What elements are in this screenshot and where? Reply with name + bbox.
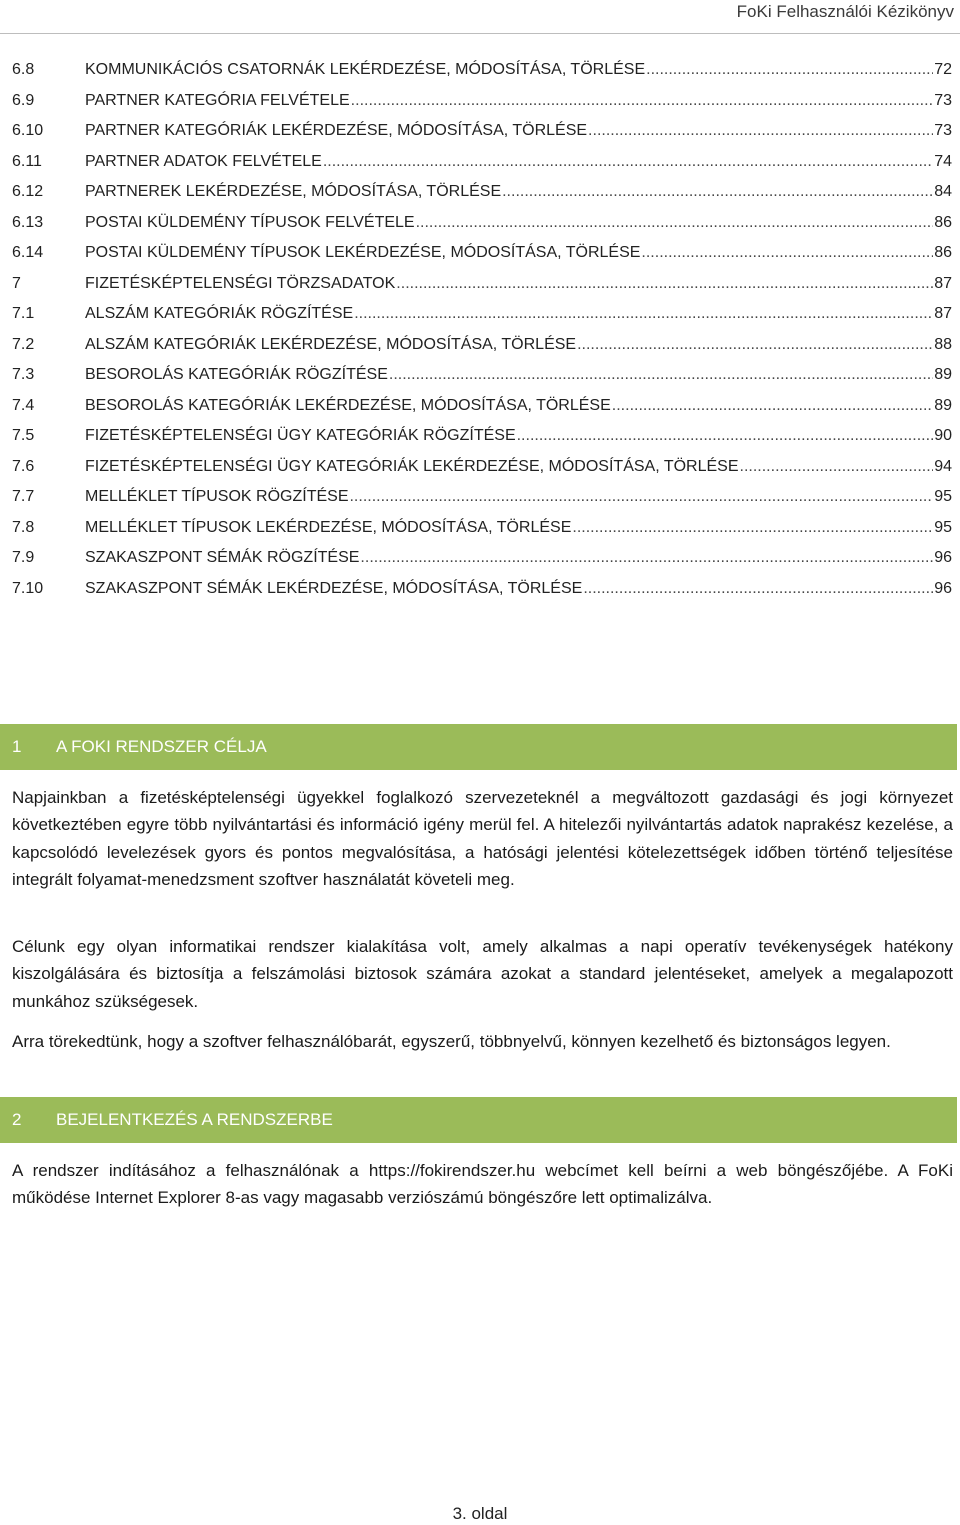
toc-entry-title: PARTNEREK LEKÉRDEZÉSE, MÓDOSÍTÁSA, TÖRLÉSE	[85, 183, 502, 200]
toc-entry-page: 73	[934, 91, 952, 109]
toc-entry[interactable]	[12, 183, 952, 214]
toc-entry[interactable]	[12, 549, 952, 580]
toc-entry-number: 7.3	[12, 366, 35, 383]
toc-entry-title: ALSZÁM KATEGÓRIÁK LEKÉRDEZÉSE, MÓDOSÍTÁSA, TÖRLÉSE	[85, 335, 577, 353]
toc-entry-page: 96	[934, 549, 952, 566]
toc-entry-title: FIZETÉSKÉPTELENSÉGI TÖRZSADATOK	[85, 274, 396, 292]
toc-leader-dots	[349, 488, 933, 506]
toc-entry-title: PARTNER KATEGÓRIÁK LEKÉRDEZÉSE, MÓDOSÍTÁSA, TÖRLÉSE	[85, 122, 588, 139]
body-paragraph: A rendszer indításához a felhasználónak a https://fokirendszer.hu webcímet kell beírni a web böngészőjébe. A FoKi működése Internet Explorer 8-as vagy magasabb verziószámú böngészőre lett optimalizálva.	[12, 1161, 953, 1208]
toc-leader-dots	[396, 275, 933, 293]
toc-entry-number: 6.14	[12, 244, 44, 261]
toc-entry-number: 7.8	[12, 518, 35, 536]
toc-entry-title: POSTAI KÜLDEMÉNY TÍPUSOK FELVÉTELE	[85, 213, 415, 231]
toc-entry-page: 87	[934, 274, 952, 292]
toc-leader-dots	[646, 61, 933, 79]
toc-entry-number: 7.9	[12, 549, 35, 566]
document-header-title: FoKi Felhasználói Kézikönyv	[736, 2, 954, 21]
toc-entry[interactable]	[12, 61, 952, 92]
section-number: 1	[12, 737, 22, 756]
toc-entry-title: POSTAI KÜLDEMÉNY TÍPUSOK LEKÉRDEZÉSE, MÓDOSÍTÁSA, TÖRLÉSE	[85, 244, 641, 261]
toc-entry-number: 7.4	[12, 396, 35, 414]
toc-leader-dots	[360, 549, 933, 567]
toc-leader-dots	[740, 458, 934, 476]
toc-entry[interactable]	[12, 305, 952, 336]
toc-entry-title: KOMMUNIKÁCIÓS CSATORNÁK LEKÉRDEZÉSE, MÓDOSÍTÁSA, TÖRLÉSE	[85, 61, 646, 78]
toc-entry-page: 74	[934, 152, 952, 170]
toc-leader-dots	[416, 214, 934, 232]
toc-leader-dots	[612, 397, 933, 415]
toc-entry-page: 87	[934, 305, 952, 322]
toc-entry[interactable]	[12, 488, 952, 519]
toc-entry[interactable]	[12, 519, 952, 550]
toc-entry-number: 6.9	[12, 91, 35, 109]
toc-entry-page: 89	[934, 366, 952, 383]
toc-entry-title: PARTNER KATEGÓRIA FELVÉTELE	[85, 91, 350, 109]
toc-leader-dots	[389, 366, 933, 384]
toc-leader-dots	[502, 183, 933, 201]
toc-entry-title: BESOROLÁS KATEGÓRIÁK LEKÉRDEZÉSE, MÓDOSÍTÁSA, TÖRLÉSE	[85, 396, 611, 414]
toc-leader-dots	[572, 519, 933, 537]
toc-entry-page: 72	[934, 61, 952, 78]
toc-entry-page: 94	[934, 457, 952, 475]
body-paragraph: Célunk egy olyan informatikai rendszer kialakítása volt, amely alkalmas a napi operatív tevékenységek hatékony kiszolgálására és biztosítja a felszámolási biztosok számára azokat a standard jelentéseket, amelyek a megalapozott munkához szükségesek.	[12, 937, 953, 1011]
toc-entry[interactable]	[12, 427, 952, 458]
toc-leader-dots	[588, 122, 933, 140]
toc-leader-dots	[354, 305, 933, 323]
toc-entry-title: FIZETÉSKÉPTELENSÉGI ÜGY KATEGÓRIÁK LEKÉRDEZÉSE, MÓDOSÍTÁSA, TÖRLÉSE	[85, 457, 739, 475]
toc-entry-title: SZAKASZPONT SÉMÁK RÖGZÍTÉSE	[85, 549, 360, 566]
toc-entry[interactable]	[12, 92, 952, 123]
toc-leader-dots	[517, 427, 934, 445]
toc-entry-page: 86	[934, 244, 952, 261]
section-heading-2	[0, 1097, 957, 1143]
toc-entry-page: 88	[934, 335, 952, 353]
toc-entry-number: 7.1	[12, 305, 35, 322]
toc-entry-number: 6.13	[12, 213, 44, 231]
toc-entry-number: 7.6	[12, 457, 35, 475]
toc-entry[interactable]	[12, 336, 952, 367]
toc-entry[interactable]	[12, 122, 952, 153]
toc-entry-page: 95	[934, 488, 952, 505]
toc-entry[interactable]	[12, 458, 952, 489]
toc-entry-title: FIZETÉSKÉPTELENSÉGI ÜGY KATEGÓRIÁK RÖGZÍTÉSE	[85, 427, 516, 444]
toc-entry-number: 6.12	[12, 183, 44, 200]
toc-entry-page: 86	[934, 213, 952, 231]
page-number-footer: 3. oldal	[452, 1504, 508, 1523]
section-heading-1	[0, 724, 957, 770]
toc-entry-number: 6.10	[12, 122, 44, 139]
section-title: A FOKI RENDSZER CÉLJA	[56, 737, 267, 756]
toc-entry-title: MELLÉKLET TÍPUSOK LEKÉRDEZÉSE, MÓDOSÍTÁSA, TÖRLÉSE	[85, 518, 572, 536]
toc-entry-page: 89	[934, 396, 952, 414]
toc-entry-title: MELLÉKLET TÍPUSOK RÖGZÍTÉSE	[85, 488, 349, 505]
toc-entry-number: 7	[12, 274, 21, 292]
toc-leader-dots	[641, 244, 933, 262]
toc-entry-number: 7.5	[12, 427, 35, 444]
section-number: 2	[12, 1110, 22, 1129]
toc-entry-title: SZAKASZPONT SÉMÁK LEKÉRDEZÉSE, MÓDOSÍTÁSA, TÖRLÉSE	[85, 579, 583, 597]
toc-entry-page: 90	[934, 427, 952, 444]
body-paragraph: Napjainkban a fizetésképtelenségi ügyekkel foglalkozó szervezeteknél a megváltozott gazdasági és jogi környezet következtében egyre több nyilvántartási és információ igény merül fel. A hitelezői nyilvántartás adatok naprakész kezelése, a kapcsolódó levelezések gyors és pontos megvalósítása, a hatósági jelentési kötelezettségek időben történő teljesítése integrált folyamat-menedzsment szoftver használatát követeli meg.	[12, 788, 953, 890]
toc-entry[interactable]	[12, 580, 952, 611]
toc-leader-dots	[351, 92, 934, 110]
toc-entry-title: ALSZÁM KATEGÓRIÁK RÖGZÍTÉSE	[85, 305, 354, 322]
toc-entry[interactable]	[12, 244, 952, 275]
toc-entry[interactable]	[12, 275, 952, 306]
toc-leader-dots	[577, 336, 933, 354]
toc-leader-dots	[323, 153, 933, 171]
toc-entry[interactable]	[12, 397, 952, 428]
toc-leader-dots	[583, 580, 933, 598]
toc-entry[interactable]	[12, 214, 952, 245]
body-paragraph: Arra törekedtünk, hogy a szoftver felhasználóbarát, egyszerű, többnyelvű, könnyen kezelhető és biztonságos legyen.	[12, 1032, 891, 1051]
toc-entry-page: 95	[934, 518, 952, 536]
toc-entry-number: 7.10	[12, 579, 44, 597]
toc-entry-page: 84	[934, 183, 952, 200]
section-title: BEJELENTKEZÉS A RENDSZERBE	[56, 1110, 333, 1129]
toc-entry[interactable]	[12, 153, 952, 184]
toc-entry-number: 7.7	[12, 488, 35, 505]
toc-entry-page: 96	[934, 579, 952, 597]
toc-entry-page: 73	[934, 122, 952, 139]
toc-entry-number: 6.11	[12, 152, 42, 170]
header-divider	[0, 33, 960, 34]
toc-entry[interactable]	[12, 366, 952, 397]
toc-entry-title: BESOROLÁS KATEGÓRIÁK RÖGZÍTÉSE	[85, 366, 388, 383]
toc-entry-number: 6.8	[12, 61, 35, 78]
toc-entry-number: 7.2	[12, 335, 35, 353]
toc-entry-title: PARTNER ADATOK FELVÉTELE	[85, 152, 322, 170]
table-of-contents	[12, 61, 952, 610]
